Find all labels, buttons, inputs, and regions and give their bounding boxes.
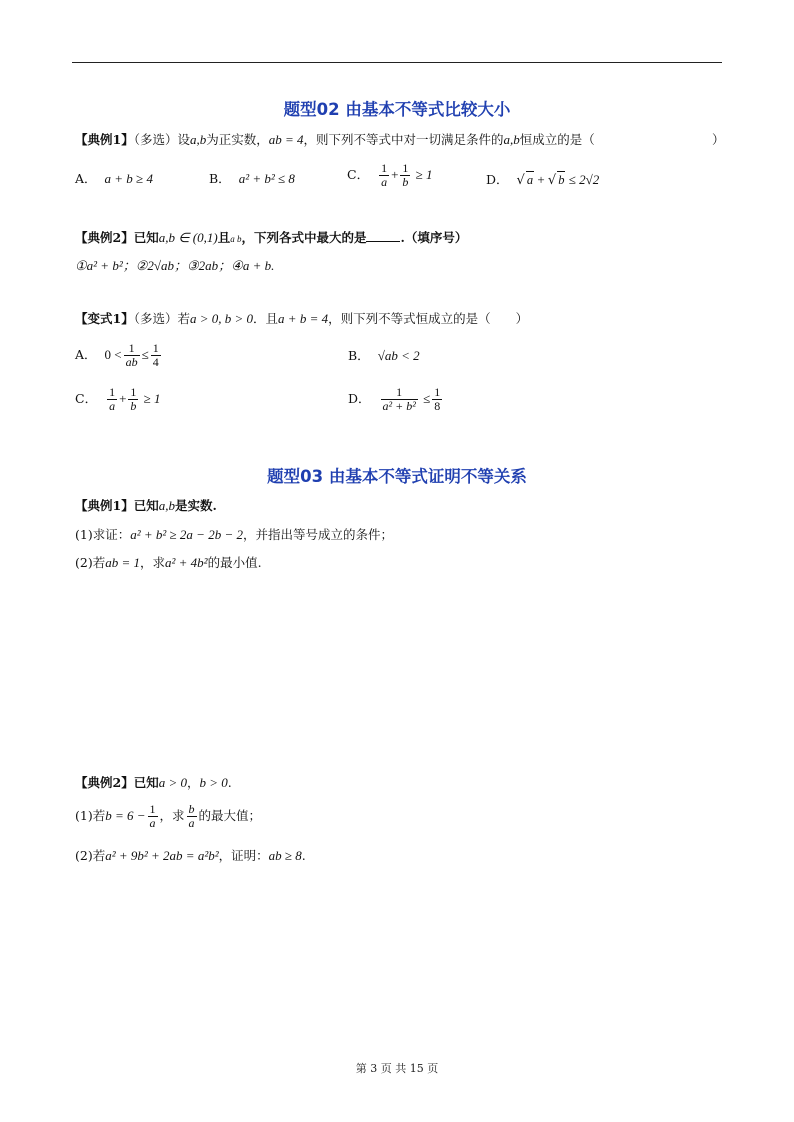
option-d: D． √ a + √ b ≤ 2√2 [486,172,600,188]
variant-option-b: B． √ab < 2 [348,348,420,363]
example-4-stem: 【典例2】已知a > 0，b > 0. [75,775,232,790]
variant-1-stem: 【变式1】（多选）若a > 0, b > 0．且a + b = 4，则下列不等式恒成立的是（ ） [75,311,529,326]
section-title-02: 题型02 由基本不等式比较大小 [283,100,511,119]
option-a: A． a + b ≥ 4 [75,171,153,186]
option-c: C． $\frac{1}{a}$ + $\frac{1}{b}$ ≥ 1 [347,161,433,189]
example-3-stem: 【典例1】已知a,b是实数. [75,498,217,513]
page-footer: 第 3 页 共 15 页 [355,1062,439,1075]
variant-option-a: A． 0 < $\frac{1}{ab}$ ≤ $\frac{1}{4}$ [75,341,159,369]
answer-paren-close: ） [712,132,725,147]
example-3-part-2: (2)若ab = 1，求a² + 4b²的最小值. [75,555,262,570]
variant-option-c: C． $\frac{1}{a}$ + $\frac{1}{b}$ ≥ 1 [75,385,161,413]
variant-option-d: D． $\frac{1}{\text{a² + b²}}$ ≤ $\frac{1}{8}$ [348,385,441,413]
example-2-stem: 【典例2】已知a,b ∈ (0,1)且a b，下列各式中最大的是 .（填序号） [75,230,468,245]
example-3-part-1: (1)求证：a² + b² ≥ 2a − 2b − 2，并指出等号成立的条件； [75,527,393,542]
example-4-part-2: (2)若a² + 9b² + 2ab = a²b²，证明：ab ≥ 8. [75,848,306,863]
example-1-stem: 【典例1】（多选）设a,b为正实数，ab = 4，则下列不等式中对一切满足条件的a,b恒成立的是（ [75,132,595,147]
fill-blank[interactable] [366,231,400,242]
header-rule [72,62,722,63]
example-2-items: ①a² + b²；②2√ab；③2ab；④a + b. [75,258,275,273]
example-4-part-1: (1)若b = 6 − $\frac{1}{a}$ ，求 $\frac{b}{a}$ 的最大值； [75,802,262,830]
section-title-03: 题型03 由基本不等式证明不等关系 [267,467,527,486]
option-b: B． a² + b² ≤ 8 [209,171,295,186]
